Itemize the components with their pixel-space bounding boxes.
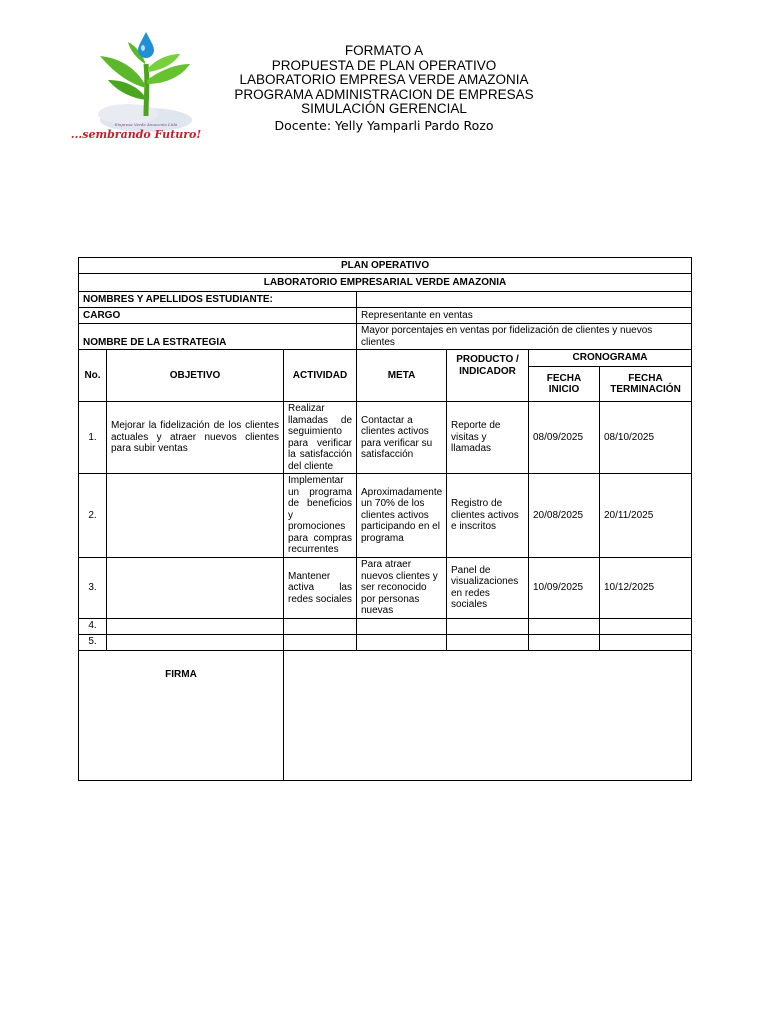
- header-format: FORMATO A: [344, 43, 424, 58]
- table-row: [79, 558, 692, 619]
- table-row: [79, 402, 692, 474]
- header-proposal: PROPUESTA DE PLAN OPERATIVO: [271, 57, 497, 73]
- row-objetivo: [107, 558, 284, 619]
- cargo-value: Representante en ventas: [357, 308, 692, 324]
- row-meta: [357, 618, 447, 634]
- row-number: 1.: [79, 402, 107, 474]
- header-lab: LABORATORIO EMPRESA VERDE AMAZONIA: [239, 72, 529, 88]
- company-logo: [66, 28, 206, 152]
- row-producto: Panel de visualizaciones en redes sociales: [447, 558, 529, 619]
- row-meta: Contactar a clientes activos para verificar su satisfacción: [357, 402, 447, 474]
- header-fecha-terminacion: FECHA TERMINACIÓN: [600, 367, 692, 402]
- row-fecha-fin: 08/10/2025: [600, 402, 692, 474]
- row-fecha-fin: [600, 634, 692, 650]
- row-producto: Registro de clientes activos e inscritos: [447, 474, 529, 558]
- row-meta: Aproximadamente un 70% de los clientes activos participando en el programa: [357, 474, 447, 558]
- row-number: 4.: [79, 618, 107, 634]
- document-header: [200, 44, 568, 134]
- row-fecha-inicio: 10/09/2025: [529, 558, 600, 619]
- header-objetivo: OBJETIVO: [107, 350, 284, 402]
- row-fecha-inicio: [529, 618, 600, 634]
- header-meta: META: [357, 350, 447, 402]
- row-number: 2.: [79, 474, 107, 558]
- row-fecha-inicio: 20/08/2025: [529, 474, 600, 558]
- row-producto: Reporte de visitas y llamadas: [447, 402, 529, 474]
- table-row: [79, 618, 692, 634]
- row-producto: [447, 634, 529, 650]
- row-fecha-inicio: 08/09/2025: [529, 402, 600, 474]
- student-label: NOMBRES Y APELLIDOS ESTUDIANTE:: [79, 292, 357, 308]
- plan-operativo-table: [78, 257, 692, 781]
- table-row: [79, 634, 692, 650]
- row-meta: Para atraer nuevos clientes y ser reconocido por personas nuevas: [357, 558, 447, 619]
- row-actividad: [284, 634, 357, 650]
- logo-subtitle: Empresa Verde Amazonia Ltda: [114, 122, 178, 127]
- row-fecha-fin: [600, 618, 692, 634]
- table-title: PLAN OPERATIVO: [79, 258, 692, 274]
- row-fecha-fin: 10/12/2025: [600, 558, 692, 619]
- header-teacher: Docente: Yelly Yamparli Pardo Rozo: [274, 117, 494, 133]
- row-actividad: Mantener activa las redes sociales: [284, 558, 357, 619]
- row-objetivo: Mejorar la fidelización de los clientes actuales y atraer nuevos clientes para subir ventas: [107, 402, 284, 474]
- cargo-label: CARGO: [79, 308, 357, 324]
- signature-area: [284, 650, 692, 780]
- header-actividad: ACTIVIDAD: [284, 350, 357, 402]
- row-actividad: Realizar llamadas de seguimiento para verificar la satisfacción del cliente: [284, 402, 357, 474]
- row-number: 5.: [79, 634, 107, 650]
- row-objetivo: [107, 618, 284, 634]
- table-subtitle: LABORATORIO EMPRESARIAL VERDE AMAZONIA: [79, 274, 692, 292]
- row-fecha-inicio: [529, 634, 600, 650]
- row-fecha-fin: 20/11/2025: [600, 474, 692, 558]
- estrategia-label: NOMBRE DE LA ESTRATEGIA: [79, 324, 357, 350]
- header-course: SIMULACIÓN GERENCIAL: [301, 101, 467, 117]
- header-no: No.: [79, 350, 107, 402]
- row-objetivo: [107, 474, 284, 558]
- row-number: 3.: [79, 558, 107, 619]
- header-fecha-inicio: FECHA INICIO: [529, 367, 600, 402]
- signature-label: FIRMA: [79, 650, 284, 780]
- row-objetivo: [107, 634, 284, 650]
- row-actividad: [284, 618, 357, 634]
- header-cronograma: CRONOGRAMA: [529, 350, 692, 367]
- estrategia-value: Mayor porcentajes en ventas por fidelización de clientes y nuevos clientes: [357, 324, 692, 350]
- student-value: [357, 292, 692, 308]
- row-actividad: Implementar un programa de beneficios y promociones para compras recurrentes: [284, 474, 357, 558]
- logo-slogan: ...sembrando Futuro!: [70, 128, 202, 141]
- table-row: [79, 474, 692, 558]
- header-producto: PRODUCTO / INDICADOR: [447, 350, 529, 402]
- header-program: PROGRAMA ADMINISTRACION DE EMPRESAS: [234, 86, 534, 102]
- row-producto: [447, 618, 529, 634]
- row-meta: [357, 634, 447, 650]
